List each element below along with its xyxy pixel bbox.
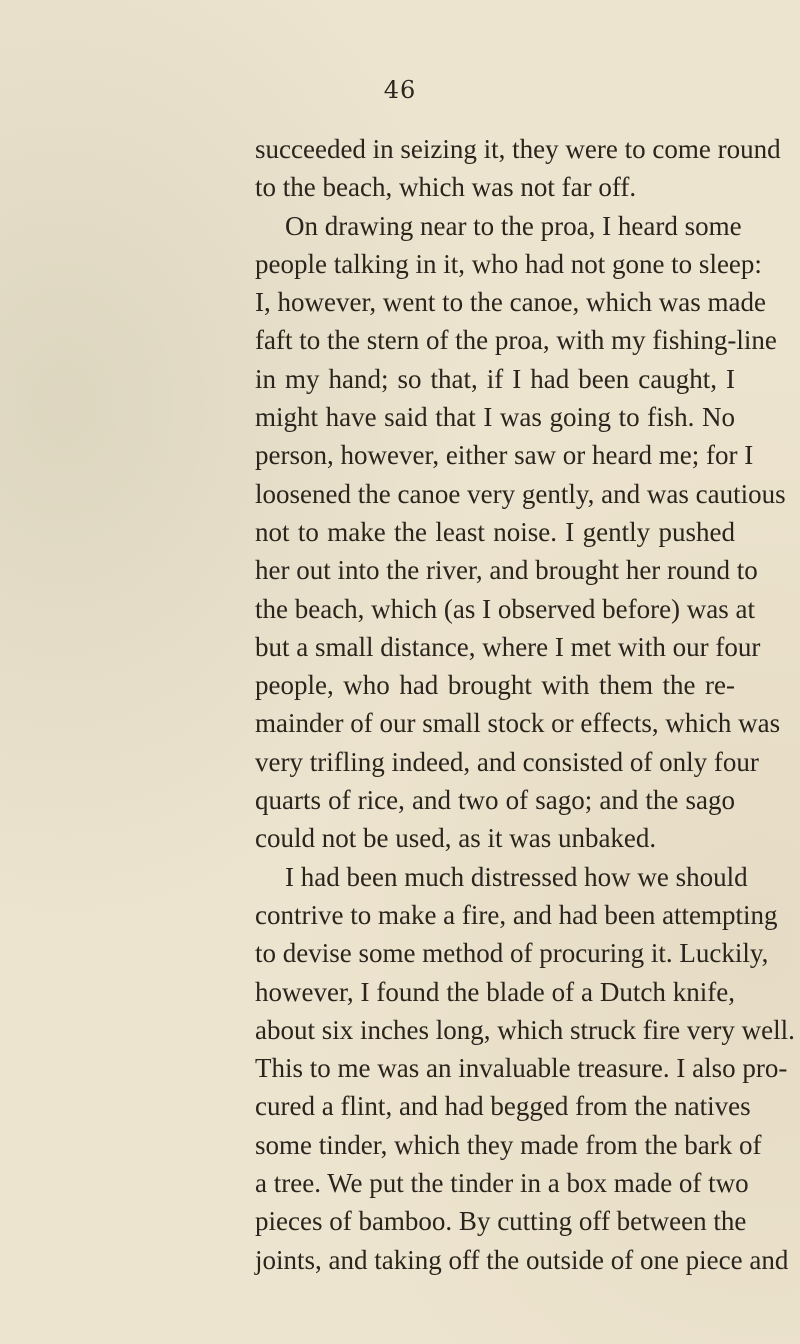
text-line: not to make the least noise. I gently pushed [255,516,735,547]
text-line: On drawing near to the proa, I heard some [285,210,742,241]
text-line: I had been much distressed how we should [285,861,748,892]
text-line: in my hand; so that, if I had been caught, I [255,363,735,394]
text-line: her out into the river, and brought her round to [255,555,758,586]
text-line: a tree. We put the tinder in a box made of two [255,1168,749,1199]
text-line: might have said that I was going to fish. No [255,402,735,433]
text-line: This to me was an invaluable treasure. I also pro- [255,1053,788,1084]
text-line: loosened the canoe very gently, and was cautious [255,478,786,509]
text-line: however, I found the blade of a Dutch knife, [255,976,735,1007]
text-line: joints, and taking off the outside of one piece and [255,1244,789,1275]
text-line: cured a flint, and had begged from the natives [255,1091,751,1122]
text-line: the beach, which (as I observed before) was at [255,593,756,624]
text-line: succeeded in seizing it, they were to come round [255,134,781,164]
text-line: could not be used, as it was unbaked. [255,823,657,854]
text-line: pieces of bamboo. By cutting off between the [255,1206,747,1237]
text-line: mainder of our small stock or effects, which was [255,708,781,739]
text-line: person, however, either saw or heard me; for I [255,440,754,471]
text-line: people, who had brought with them the re- [255,670,735,701]
body-text [255,130,795,1279]
page-number: 46 [383,76,417,104]
text-line: some tinder, which they made from the bark of [255,1129,762,1160]
text-line: people talking in it, who had not gone to sleep: [255,248,762,279]
text-line: but a small distance, where I met with our four [255,631,761,662]
text-line: faft to the stern of the proa, with my fishing-line [255,325,777,356]
text-line: very trifling indeed, and consisted of only four [255,746,759,777]
text-line: to the beach, which was not far off. [255,172,637,203]
text-line: quarts of rice, and two of sago; and the sago [255,785,735,816]
text-line: I, however, went to the canoe, which was made [255,287,766,318]
text-line: to devise some method of procuring it. Luckily, [255,938,769,969]
text-line: contrive to make a fire, and had been attempting [255,899,778,930]
text-line: about six inches long, which struck fire very well. [255,1014,795,1045]
